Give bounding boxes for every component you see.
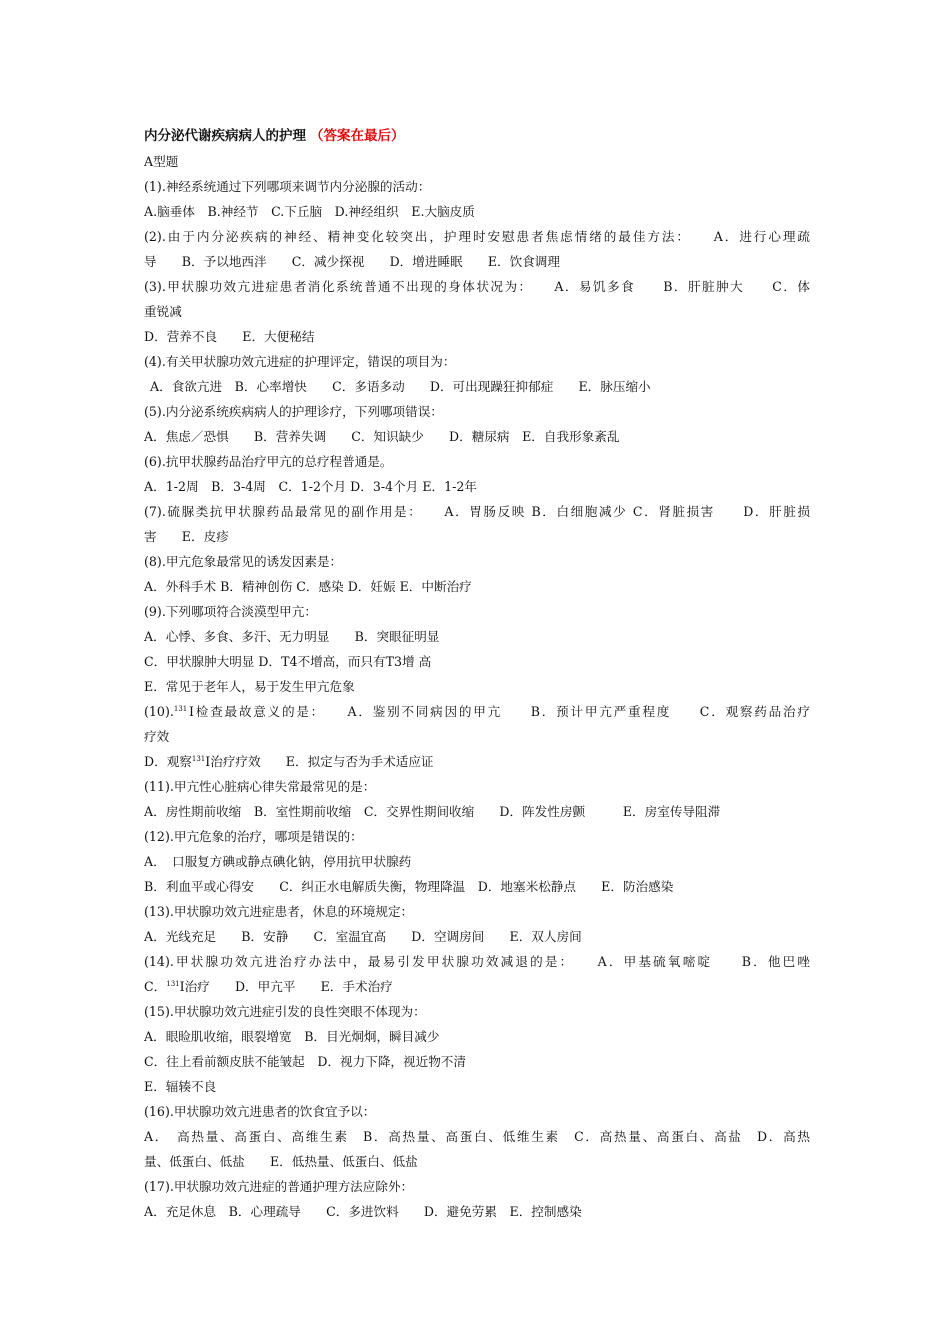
options-15-e: E．辐辏不良 [144,1079,217,1094]
document-page [144,124,810,1224]
question-6: (6).抗甲状腺药品治疗甲亢的总疗程普通是。 [144,454,393,469]
question-17: (17).甲状腺功效亢进症的普通护理方法应除外： [144,1179,414,1194]
options-6: A．1-2周 B．3-4周 C．1-2个月 D．3-4个月 E．1-2年 [144,479,477,494]
question-10-cont: 疗效 [144,729,170,744]
question-8: (8).甲亢危象最常见的诱发因素是： [144,554,343,569]
question-10: (10).$^{131}$Ⅰ检查最故意义的是： A．鉴别不同病因的甲亢 B．预计甲亢严重程度 C．观察药品治疗 [144,704,810,719]
options-10: D．观察$^{131}$Ⅰ治疗疗效 E．拟定与否为手术适应证 [144,754,434,769]
section-heading: A型题 [144,154,179,169]
options-5: A．焦虑／恐惧 B．营养失调 C．知识缺少 D．糖尿病 E．自我形象紊乱 [144,429,620,444]
options-8: A．外科手术 B．精神创伤 C．感染 D．妊娠 E．中断治疗 [144,579,472,594]
question-15: (15).甲状腺功效亢进症引发的良性突眼不体现为： [144,1004,426,1019]
options-1: A.脑垂体 B.神经节 C.下丘脑 D.神经组织 E.大脑皮质 [144,204,475,219]
options-9-cd: C．甲状腺肿大明显 D．T4不增高，而只有T3增 高 [144,654,432,669]
question-4: (4).有关甲状腺功效亢进症的护理评定，错误的项目为： [144,354,456,369]
options-12-be: B．利血平或心得安 C．纠正水电解质失衡，物理降温 D．地塞米松静点 E．防治感染 [144,879,674,894]
options-14: C．$^{131}$I治疗 D．甲亢平 E．手术治疗 [144,979,393,994]
question-2: (2).由于内分泌疾病的神经、精神变化较突出，护理时安慰患者焦虑情绪的最佳方法： A．进行心理疏 [144,229,810,244]
options-9-e: E．常见于老年人，易于发生甲亢危象 [144,679,355,694]
question-12: (12).甲亢危象的治疗，哪项是错误的： [144,829,363,844]
options-9-ab: A．心悸、多食、多汗、无力明显 B．突眼征明显 [144,629,440,644]
options-17: A．充足休息 B．心理疏导 C．多进饮料 D．避免劳累 E．控制感染 [144,1204,582,1219]
options-4: A．食欲亢进 B．心率增快 C．多语多动 D．可出现躁狂抑郁症 E．脉压缩小 [150,379,651,394]
superscript-131: 131 [166,979,180,988]
question-11: (11).甲亢性心脏病心律失常最常见的是： [144,779,376,794]
question-1: (1).神经系统通过下列哪项来调节内分泌腺的活动： [144,179,431,194]
question-16: (16).甲状腺功效亢进患者的饮食宜予以： [144,1104,376,1119]
question-7: (7).硫脲类抗甲状腺药品最常见的副作用是： A．胃肠反映 B．白细胞减少 C．肾脏损害 D．肝脏损 [144,504,810,519]
superscript-131: 131 [191,754,206,763]
question-5: (5).内分泌系统疾病病人的护理诊疗，下列哪项错误： [144,404,443,419]
superscript-131: 131 [173,704,188,713]
options-3: D．营养不良 E．大便秘结 [144,329,315,344]
options-15-cd: C．往上看前额皮肤不能皱起 D．视力下降，视近物不清 [144,1054,466,1069]
question-13: (13).甲状腺功效亢进症患者，休息的环境规定： [144,904,414,919]
options-15-ab: A．眼睑肌收缩，眼裂增宽 B．目光炯炯，瞬目减少 [144,1029,440,1044]
question-2-cont: 导 B．予以地西泮 C．减少探视 D．增进睡眠 E．饮食调理 [144,254,560,269]
options-12-a: A． 口服复方碘或静点碘化钠，停用抗甲状腺药 [144,854,412,869]
question-9: (9).下列哪项符合淡漠型甲亢： [144,604,317,619]
question-7-cont: 害 E．皮疹 [144,529,229,544]
question-3: (3).甲状腺功效亢进症患者消化系统普通不出现的身体状况为： A．易饥多食 B．肝脏肿大 C．体 [144,279,810,294]
options-13: A．光线充足 B．安静 C．室温宜高 D．空调房间 E．双人房间 [144,929,582,944]
options-16: A． 高热量、高蛋白、高维生素 B．高热量、高蛋白、低维生素 C．高热量、高蛋白、高盐 D．高热 [144,1129,810,1144]
question-14: (14).甲状腺功效亢进治疗办法中，最易引发甲状腺功效减退的是： A．甲基硫氧嘧啶 B．他巴唑 [144,954,810,969]
document-title: 内分泌代谢疾病病人的护理 [144,128,306,144]
options-11: A．房性期前收缩 B．室性期前收缩 C．交界性期间收缩 D．阵发性房颤 E．房室传导阻滞 [144,804,721,819]
options-16-cont: 量、低蛋白、低盐 E．低热量、低蛋白、低盐 [144,1154,418,1169]
question-3-cont: 重锐减 [144,304,182,319]
document-title-row [144,124,810,149]
answer-note: （答案在最后） [310,128,405,144]
